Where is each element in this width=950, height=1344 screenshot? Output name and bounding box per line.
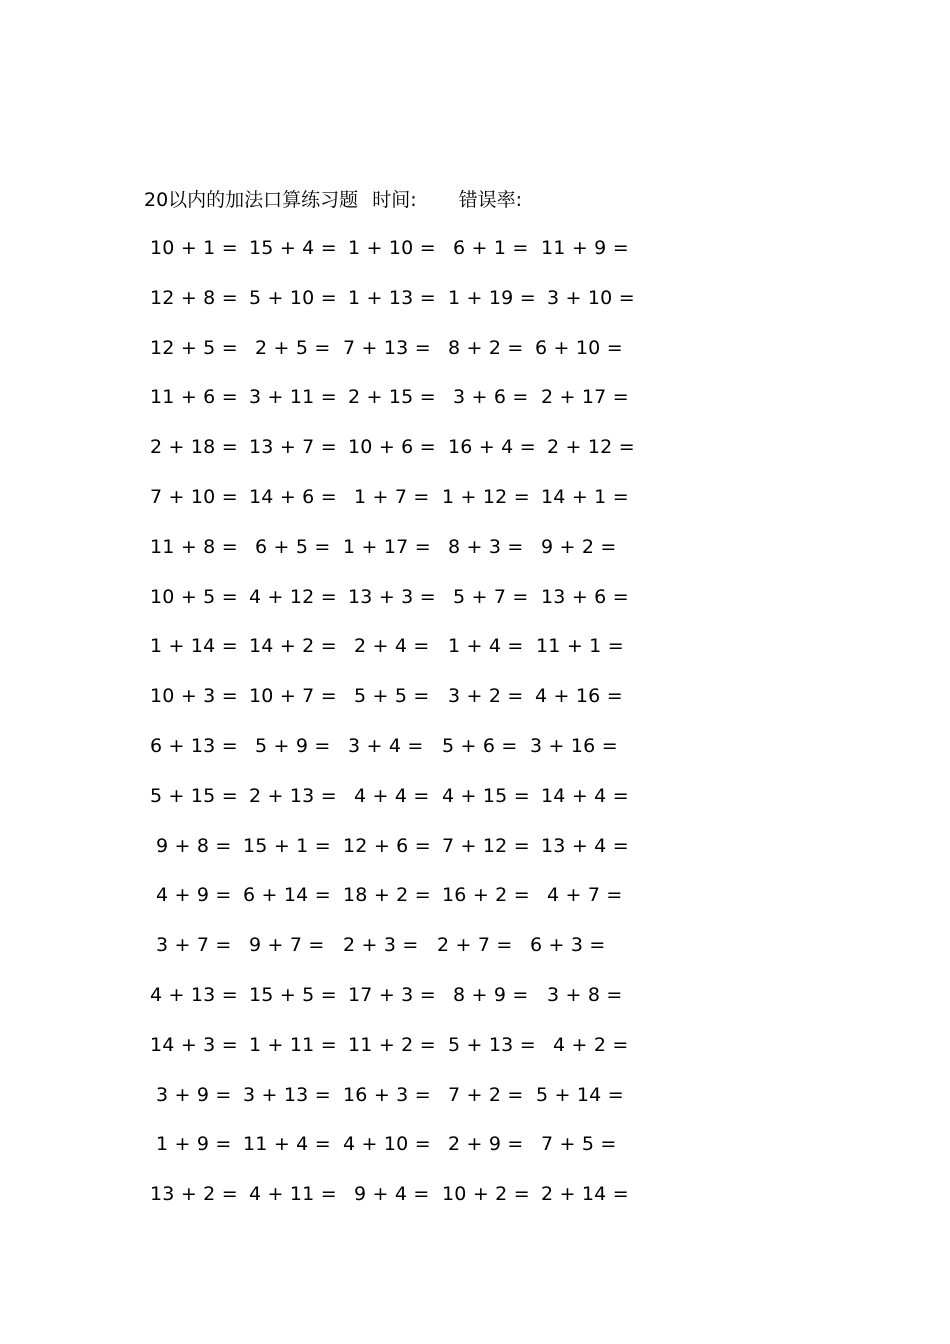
problem-item: 11 + 8 =	[150, 535, 238, 558]
problem-item: 10 + 7 =	[249, 685, 337, 708]
problem-item: 13 + 3 =	[348, 585, 436, 608]
problem-item: 1 + 9 =	[156, 1133, 232, 1156]
problem-item: 3 + 4 =	[348, 735, 424, 757]
problem-item: 2 + 9 =	[448, 1133, 524, 1156]
problem-item: 7 + 10 =	[150, 486, 238, 508]
time-label: 时间:	[372, 189, 417, 211]
problem-item: 4 + 9 =	[156, 884, 232, 907]
problem-item: 15 + 4 =	[249, 237, 337, 259]
problem-item: 4 + 16 =	[535, 685, 623, 708]
problem-item: 5 + 13 =	[448, 1033, 536, 1056]
problem-item: 9 + 8 =	[156, 834, 232, 857]
problem-item: 5 + 5 =	[354, 685, 430, 708]
problem-item: 13 + 2 =	[150, 1183, 238, 1206]
problem-item: 1 + 17 =	[343, 535, 431, 558]
problem-item: 6 + 14 =	[243, 884, 331, 907]
problem-item: 3 + 11 =	[249, 386, 337, 409]
problem-item: 2 + 15 =	[348, 386, 436, 409]
problem-item: 12 + 5 =	[150, 336, 238, 359]
problem-item: 2 + 17 =	[541, 386, 629, 409]
problem-item: 2 + 12 =	[547, 436, 635, 459]
worksheet-title: 20以内的加法口算练习题	[144, 189, 359, 211]
problem-item: 8 + 2 =	[448, 336, 524, 359]
problem-item: 2 + 13 =	[249, 784, 337, 807]
problem-item: 6 + 10 =	[535, 336, 623, 359]
problem-item: 2 + 5 =	[255, 336, 331, 359]
problem-item: 3 + 10 =	[547, 286, 635, 309]
problem-item: 15 + 1 =	[243, 834, 331, 857]
problem-item: 6 + 13 =	[150, 735, 238, 757]
problem-item: 4 + 7 =	[547, 884, 623, 907]
problem-item: 3 + 16 =	[530, 735, 618, 757]
problem-item: 10 + 6 =	[348, 436, 436, 459]
problem-item: 7 + 2 =	[448, 1083, 524, 1106]
problem-item: 10 + 1 =	[150, 237, 238, 259]
problem-item: 3 + 13 =	[243, 1083, 331, 1106]
problem-item: 1 + 14 =	[150, 635, 238, 658]
problem-item: 11 + 6 =	[150, 386, 238, 409]
problem-item: 5 + 10 =	[249, 286, 337, 309]
error-rate-label: 错误率:	[458, 189, 522, 211]
problem-item: 1 + 11 =	[249, 1033, 337, 1056]
problem-item: 18 + 2 =	[343, 884, 431, 907]
problem-item: 9 + 2 =	[541, 535, 617, 558]
problem-item: 15 + 5 =	[249, 984, 337, 1006]
problem-item: 11 + 2 =	[348, 1033, 436, 1056]
problem-item: 4 + 15 =	[442, 784, 530, 807]
problem-item: 1 + 13 =	[348, 286, 436, 309]
problem-item: 13 + 4 =	[541, 834, 629, 857]
problem-item: 3 + 7 =	[156, 934, 232, 957]
problem-item: 3 + 6 =	[453, 386, 529, 409]
problem-item: 4 + 10 =	[343, 1133, 431, 1156]
problem-item: 4 + 13 =	[150, 984, 238, 1006]
problem-item: 1 + 10 =	[348, 237, 436, 259]
problem-item: 2 + 7 =	[437, 934, 513, 957]
problem-item: 10 + 5 =	[150, 585, 238, 608]
problem-item: 12 + 6 =	[343, 834, 431, 857]
problem-item: 6 + 3 =	[530, 934, 606, 957]
problem-item: 5 + 14 =	[536, 1083, 624, 1106]
problem-item: 1 + 19 =	[448, 286, 536, 309]
problem-item: 7 + 5 =	[541, 1133, 617, 1156]
problem-item: 11 + 9 =	[541, 237, 629, 259]
problem-item: 6 + 5 =	[255, 535, 331, 558]
problem-item: 2 + 14 =	[541, 1183, 629, 1206]
problem-item: 5 + 15 =	[150, 784, 238, 807]
problem-item: 1 + 4 =	[448, 635, 524, 658]
problem-item: 14 + 4 =	[541, 784, 629, 807]
problem-item: 16 + 4 =	[448, 436, 536, 459]
problem-item: 14 + 1 =	[541, 486, 629, 508]
problem-item: 9 + 4 =	[354, 1183, 430, 1206]
problem-item: 13 + 7 =	[249, 436, 337, 459]
problem-item: 7 + 13 =	[343, 336, 431, 359]
problem-item: 7 + 12 =	[442, 834, 530, 857]
problem-item: 16 + 2 =	[442, 884, 530, 907]
problem-item: 11 + 4 =	[243, 1133, 331, 1156]
problem-item: 5 + 6 =	[442, 735, 518, 757]
problem-item: 5 + 9 =	[255, 735, 331, 757]
problem-item: 13 + 6 =	[541, 585, 629, 608]
problem-item: 3 + 9 =	[156, 1083, 232, 1106]
problem-item: 12 + 8 =	[150, 286, 238, 309]
problem-item: 4 + 11 =	[249, 1183, 337, 1206]
problem-item: 11 + 1 =	[536, 635, 624, 658]
problem-item: 2 + 3 =	[343, 934, 419, 957]
problem-item: 2 + 18 =	[150, 436, 238, 459]
problem-item: 8 + 9 =	[453, 984, 529, 1006]
problem-item: 4 + 12 =	[249, 585, 337, 608]
problem-item: 3 + 2 =	[448, 685, 524, 708]
problem-item: 4 + 2 =	[553, 1033, 629, 1056]
problem-item: 14 + 6 =	[249, 486, 337, 508]
problem-item: 16 + 3 =	[343, 1083, 431, 1106]
problem-item: 2 + 4 =	[354, 635, 430, 658]
problem-item: 1 + 12 =	[442, 486, 530, 508]
problem-item: 6 + 1 =	[453, 237, 529, 259]
problem-item: 9 + 7 =	[249, 934, 325, 957]
problem-item: 17 + 3 =	[348, 984, 436, 1006]
problem-item: 3 + 8 =	[547, 984, 623, 1006]
problem-item: 1 + 7 =	[354, 486, 430, 508]
problem-item: 8 + 3 =	[448, 535, 524, 558]
problem-item: 10 + 2 =	[442, 1183, 530, 1206]
problem-item: 10 + 3 =	[150, 685, 238, 708]
problem-item: 4 + 4 =	[354, 784, 430, 807]
problem-item: 14 + 3 =	[150, 1033, 238, 1056]
problem-item: 14 + 2 =	[249, 635, 337, 658]
problem-item: 5 + 7 =	[453, 585, 529, 608]
